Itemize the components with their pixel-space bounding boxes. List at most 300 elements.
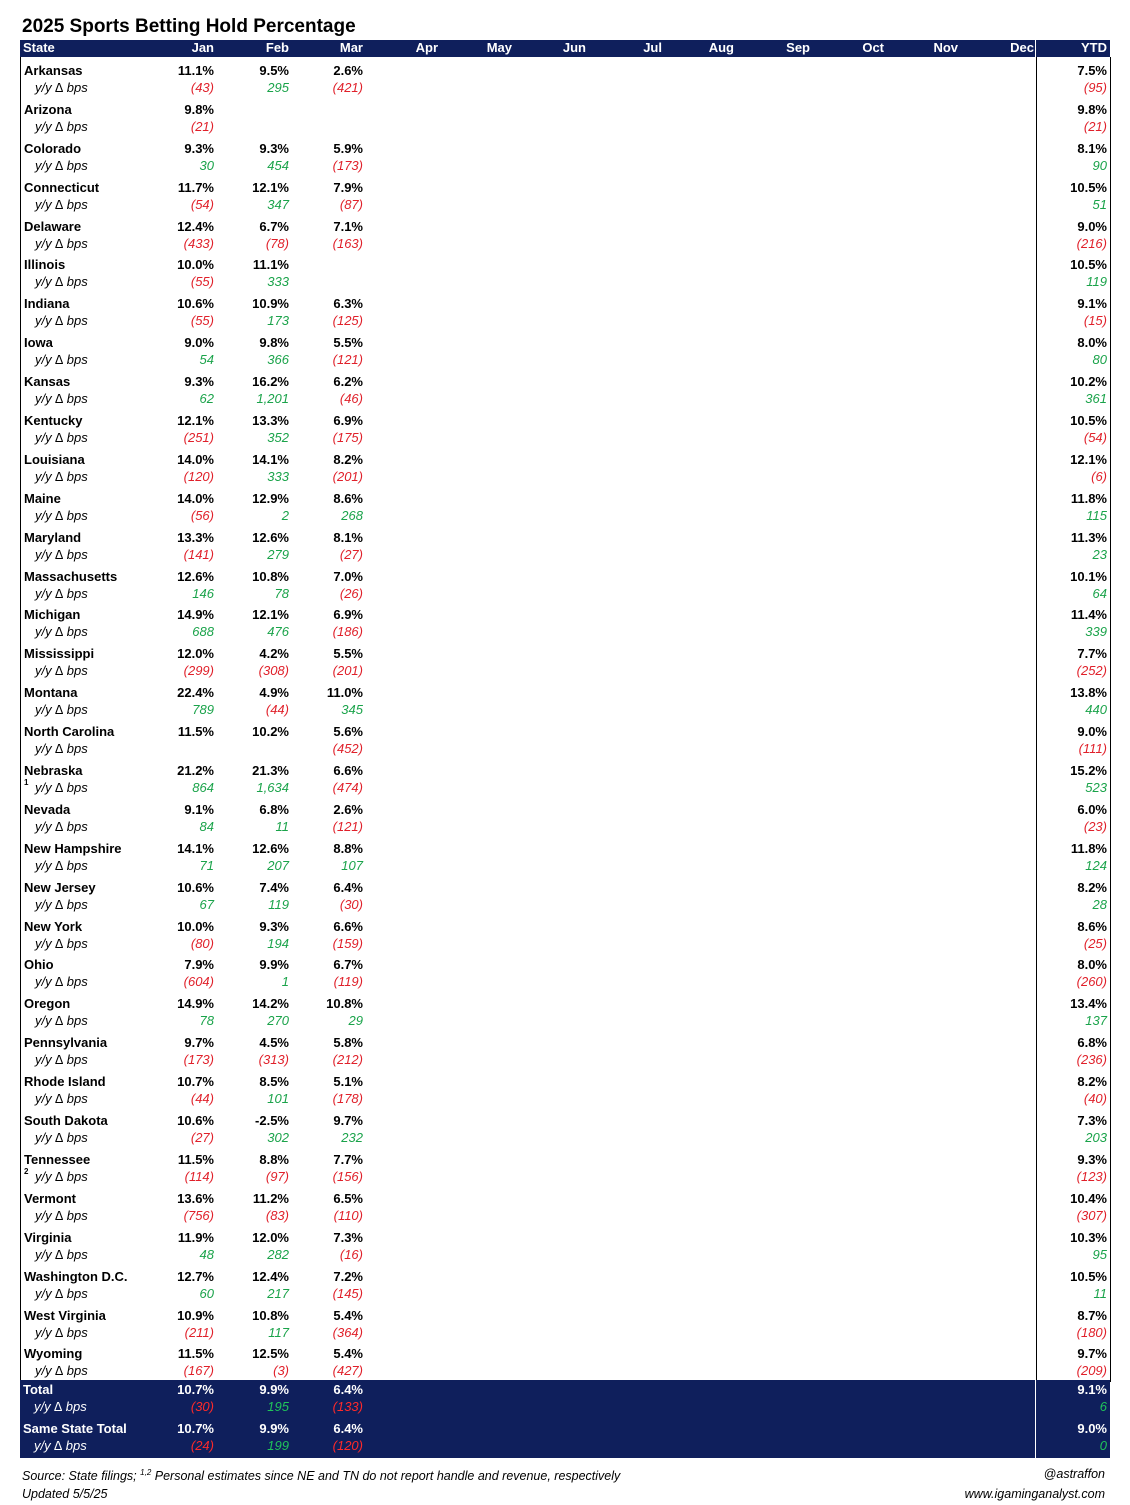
bps-value: (44) xyxy=(265,702,289,718)
state-name: Montana xyxy=(24,685,78,701)
bps-row xyxy=(21,1286,1110,1302)
col-header-mar: Mar xyxy=(339,40,363,55)
ytd-value: 9.1% xyxy=(1077,296,1107,312)
bps-row xyxy=(21,1130,1110,1146)
bps-value: (97) xyxy=(265,1168,289,1184)
bps-value: (756) xyxy=(183,1207,214,1223)
month-value: 21.2% xyxy=(177,763,214,779)
bps-value: (87) xyxy=(339,196,363,212)
ytd-value: 8.6% xyxy=(1077,918,1107,934)
month-value: 9.8% xyxy=(184,101,214,117)
ytd-value: 6.0% xyxy=(1077,801,1107,817)
bps-value: (212) xyxy=(332,1052,363,1068)
bps-label: y/y ∆ bps xyxy=(34,1398,87,1414)
month-value: 9.7% xyxy=(184,1035,214,1051)
ytd-bps-value: (95) xyxy=(1083,80,1107,95)
state-row xyxy=(21,718,1110,757)
bps-label: y/y ∆ bps xyxy=(35,1246,88,1262)
month-value: 7.9% xyxy=(333,179,363,195)
ytd-bps-value: (111) xyxy=(1078,741,1107,757)
month-value: 8.2% xyxy=(333,451,363,467)
bps-value: 54 xyxy=(199,352,214,368)
state-row xyxy=(21,796,1110,835)
bps-value: (364) xyxy=(332,1324,363,1340)
month-value: 12.1% xyxy=(252,607,289,623)
bps-row xyxy=(21,819,1110,835)
ytd-divider xyxy=(1035,40,1036,57)
bps-value: (80) xyxy=(190,935,214,951)
bps-label: y/y ∆ bps xyxy=(35,196,88,212)
state-name: Virginia xyxy=(24,1229,72,1245)
bps-label: y/y ∆ bps xyxy=(35,818,88,834)
ytd-value: 12.1% xyxy=(1070,451,1107,467)
month-value: 21.3% xyxy=(252,763,289,779)
month-value: 11.5% xyxy=(177,1151,214,1167)
month-value: 8.8% xyxy=(333,840,363,856)
ytd-value: 9.0% xyxy=(1077,1420,1107,1436)
bps-value: 268 xyxy=(341,507,363,523)
bps-value: (201) xyxy=(332,663,363,679)
state-row xyxy=(21,1302,1110,1341)
bps-value: (83) xyxy=(265,1207,289,1223)
col-header-nov: Nov xyxy=(933,40,958,55)
bps-value: (24) xyxy=(190,1437,214,1453)
value-row xyxy=(21,841,1110,857)
state-name: South Dakota xyxy=(24,1113,108,1129)
bps-value: 1 xyxy=(281,974,289,990)
ytd-bps-value: (123) xyxy=(1076,1168,1107,1184)
bps-value: (56) xyxy=(190,507,214,523)
bps-value: 864 xyxy=(192,780,214,796)
bps-value: (173) xyxy=(332,157,363,173)
ytd-value: 8.2% xyxy=(1077,1074,1107,1090)
bps-value: 48 xyxy=(199,1246,214,1262)
value-row xyxy=(21,452,1110,468)
bps-value: (427) xyxy=(332,1363,363,1379)
month-value: 7.9% xyxy=(184,957,214,973)
month-value: 11.9% xyxy=(177,1229,214,1245)
bps-value: 1,201 xyxy=(256,391,289,407)
ytd-value: 10.1% xyxy=(1070,568,1107,584)
ytd-bps-value: 95 xyxy=(1092,1246,1107,1262)
ytd-value: 9.8% xyxy=(1077,101,1107,117)
value-row xyxy=(21,296,1110,312)
ytd-value: 7.5% xyxy=(1077,63,1107,78)
state-row xyxy=(21,1224,1110,1263)
state-row xyxy=(21,1146,1110,1185)
bps-value: 302 xyxy=(267,1130,289,1146)
ytd-bps-value: 0 xyxy=(1099,1437,1107,1453)
ytd-bps-value: 64 xyxy=(1092,585,1107,601)
bps-row xyxy=(21,1091,1110,1107)
state-row xyxy=(21,601,1110,640)
bps-value: (27) xyxy=(339,546,363,562)
state-name: Illinois xyxy=(24,257,66,273)
month-value: 4.2% xyxy=(259,646,289,662)
value-row xyxy=(21,219,1110,235)
ytd-bps-value: 80 xyxy=(1092,352,1107,368)
bps-value: (604) xyxy=(183,974,214,990)
ytd-bps-value: 28 xyxy=(1092,896,1107,912)
ytd-value: 13.4% xyxy=(1070,996,1107,1012)
bps-label: y/y ∆ bps xyxy=(35,585,88,601)
bps-value: 1,634 xyxy=(256,780,289,796)
month-value: 11.1% xyxy=(252,257,289,273)
month-value: 4.9% xyxy=(259,685,289,701)
month-value: 10.0% xyxy=(177,918,214,934)
month-value: 12.6% xyxy=(177,568,214,584)
bps-label: y/y ∆ bps xyxy=(35,235,88,251)
value-row xyxy=(21,646,1110,662)
bps-label: y/y ∆ bps xyxy=(35,80,88,95)
bps-value: 62 xyxy=(199,391,214,407)
bps-value: 78 xyxy=(274,585,289,601)
bps-label: y/y ∆ bps xyxy=(35,896,88,912)
bps-row xyxy=(21,119,1110,135)
month-value: 10.0% xyxy=(177,257,214,273)
bps-row xyxy=(21,1013,1110,1029)
value-row xyxy=(21,724,1110,740)
value-row xyxy=(21,569,1110,585)
bps-label: y/y ∆ bps xyxy=(35,430,88,446)
month-value: 11.2% xyxy=(252,1190,289,1206)
value-row xyxy=(21,802,1110,818)
state-name: Kentucky xyxy=(24,413,83,429)
col-header-sep: Sep xyxy=(786,40,810,55)
bps-value: 789 xyxy=(192,702,214,718)
ytd-bps-value: 6 xyxy=(1099,1398,1107,1414)
value-row xyxy=(21,685,1110,701)
value-row xyxy=(20,1421,1110,1437)
state-name: Connecticut xyxy=(24,179,100,195)
bps-label: y/y ∆ bps xyxy=(35,546,88,562)
ytd-value: 11.4% xyxy=(1070,607,1107,623)
ytd-bps-value: 23 xyxy=(1092,546,1107,562)
month-value: 2.6% xyxy=(333,801,363,817)
state-name: Maryland xyxy=(24,529,82,545)
month-value: 5.5% xyxy=(333,335,363,351)
source-text: Personal estimates since NE and TN do not report handle and revenue, respectively xyxy=(154,1469,621,1484)
month-value: 16.2% xyxy=(252,374,289,390)
month-value: 4.5% xyxy=(259,1035,289,1051)
month-value: 6.4% xyxy=(333,1381,363,1397)
bps-label: y/y ∆ bps xyxy=(35,468,88,484)
bps-row xyxy=(21,469,1110,485)
month-value: 9.3% xyxy=(184,374,214,390)
month-value: 6.6% xyxy=(333,763,363,779)
month-value: 13.3% xyxy=(177,529,214,545)
month-value: 14.0% xyxy=(177,451,214,467)
month-value: 8.5% xyxy=(259,1074,289,1090)
value-row xyxy=(21,1191,1110,1207)
month-value: 11.7% xyxy=(177,179,214,195)
bps-value: 295 xyxy=(267,80,289,95)
bps-value: (211) xyxy=(184,1324,214,1340)
col-header-oct: Oct xyxy=(862,40,884,55)
state-name: Kansas xyxy=(24,374,71,390)
bps-value: 333 xyxy=(267,274,289,290)
bps-value: (145) xyxy=(332,1285,363,1301)
month-value: 7.3% xyxy=(333,1229,363,1245)
ytd-bps-value: (180) xyxy=(1076,1324,1107,1340)
month-value: 9.8% xyxy=(259,335,289,351)
state-row xyxy=(21,135,1110,174)
month-value: 10.6% xyxy=(177,879,214,895)
bps-label: y/y ∆ bps xyxy=(35,1130,88,1146)
state-name: Arizona xyxy=(24,101,72,117)
ytd-bps-value: 440 xyxy=(1085,702,1107,718)
state-name: Rhode Island xyxy=(24,1074,106,1090)
bps-row xyxy=(21,313,1110,329)
month-value: 5.4% xyxy=(333,1307,363,1323)
ytd-value: 9.1% xyxy=(1077,1381,1107,1397)
value-row xyxy=(21,374,1110,390)
col-header-jun: Jun xyxy=(562,40,586,55)
col-header-ytd: YTD xyxy=(1081,40,1107,55)
bps-row xyxy=(21,391,1110,407)
state-row xyxy=(21,446,1110,485)
value-row xyxy=(21,1035,1110,1051)
ytd-value: 10.5% xyxy=(1070,413,1107,429)
month-value: 8.8% xyxy=(259,1151,289,1167)
bps-value: (163) xyxy=(332,235,363,251)
bps-value: 279 xyxy=(267,546,289,562)
ytd-value: 10.3% xyxy=(1070,1229,1107,1245)
table-header xyxy=(20,40,1110,57)
value-row xyxy=(21,257,1110,273)
state-row xyxy=(21,174,1110,213)
state-row xyxy=(21,1185,1110,1224)
bps-value: 107 xyxy=(341,857,363,873)
ytd-bps-value: (25) xyxy=(1083,935,1107,951)
month-value: 14.9% xyxy=(177,607,214,623)
col-header-aug: Aug xyxy=(708,40,734,55)
month-value: 9.3% xyxy=(259,140,289,156)
bps-value: (299) xyxy=(183,663,214,679)
bps-label: y/y ∆ bps xyxy=(35,1168,88,1184)
bps-value: (46) xyxy=(339,391,363,407)
month-value: 11.5% xyxy=(177,724,214,740)
ytd-value: 11.8% xyxy=(1070,840,1107,856)
state-row xyxy=(21,951,1110,990)
bps-row xyxy=(21,236,1110,252)
month-value: 9.0% xyxy=(184,335,214,351)
bps-value: (114) xyxy=(184,1168,214,1184)
bps-value: (43) xyxy=(190,80,214,95)
state-row xyxy=(21,835,1110,874)
month-value: 10.8% xyxy=(326,996,363,1012)
value-row xyxy=(21,1230,1110,1246)
bps-row xyxy=(21,1208,1110,1224)
bps-label: y/y ∆ bps xyxy=(35,1013,88,1029)
hold-table xyxy=(20,40,1110,1458)
bps-label: y/y ∆ bps xyxy=(35,1324,88,1340)
bps-label: y/y ∆ bps xyxy=(35,1052,88,1068)
bps-label: y/y ∆ bps xyxy=(35,1207,88,1223)
author-handle: @astraffon xyxy=(1043,1467,1105,1481)
month-value: 7.2% xyxy=(333,1268,363,1284)
bps-label: y/y ∆ bps xyxy=(35,352,88,368)
bps-row xyxy=(21,547,1110,563)
state-name: Massachusetts xyxy=(24,568,118,584)
right-border xyxy=(1110,57,1111,1382)
bps-row xyxy=(21,508,1110,524)
month-value: 6.2% xyxy=(333,374,363,390)
month-value: 13.3% xyxy=(252,413,289,429)
bps-value: (3) xyxy=(273,1363,289,1379)
state-row xyxy=(21,290,1110,329)
state-row xyxy=(21,1068,1110,1107)
month-value: 7.4% xyxy=(259,879,289,895)
bps-label: y/y ∆ bps xyxy=(35,391,88,407)
bps-row xyxy=(21,274,1110,290)
month-value: 14.1% xyxy=(177,840,214,856)
month-value: 10.8% xyxy=(252,568,289,584)
ytd-bps-value: 203 xyxy=(1085,1130,1107,1146)
ytd-bps-value: 137 xyxy=(1085,1013,1107,1029)
ytd-value: 11.3% xyxy=(1070,529,1107,545)
bps-label: y/y ∆ bps xyxy=(35,780,88,796)
ytd-bps-value: (209) xyxy=(1076,1363,1107,1379)
website-link[interactable]: www.igaminganalyst.com xyxy=(964,1487,1105,1501)
bps-row xyxy=(21,1363,1110,1379)
value-row xyxy=(20,1382,1110,1398)
ytd-bps-value: 523 xyxy=(1085,780,1107,796)
bps-value: 207 xyxy=(267,857,289,873)
ytd-value: 10.5% xyxy=(1070,1268,1107,1284)
month-value: 10.6% xyxy=(177,1113,214,1129)
ytd-value: 13.8% xyxy=(1070,685,1107,701)
col-header-dec: Dec xyxy=(1010,40,1034,55)
state-row xyxy=(21,679,1110,718)
bps-value: 101 xyxy=(267,1091,289,1107)
month-value: 12.5% xyxy=(252,1346,289,1362)
month-value: 10.7% xyxy=(177,1420,214,1436)
ytd-bps-value: (23) xyxy=(1083,818,1107,834)
value-row xyxy=(21,1113,1110,1129)
ytd-bps-value: (40) xyxy=(1083,1091,1107,1107)
ytd-value: 8.0% xyxy=(1077,335,1107,351)
bps-value: 71 xyxy=(199,857,214,873)
bps-value: (173) xyxy=(183,1052,214,1068)
bps-row xyxy=(21,974,1110,990)
ytd-bps-value: 119 xyxy=(1086,274,1107,290)
ytd-value: 15.2% xyxy=(1070,763,1107,779)
bps-value: (156) xyxy=(332,1168,363,1184)
col-header-jul: Jul xyxy=(643,40,662,55)
month-value: 5.8% xyxy=(333,1035,363,1051)
bps-value: (141) xyxy=(183,546,214,562)
ytd-value: 10.5% xyxy=(1070,179,1107,195)
bps-row xyxy=(21,80,1110,96)
ytd-bps-value: (260) xyxy=(1076,974,1107,990)
ytd-bps-value: 124 xyxy=(1085,857,1107,873)
ytd-value: 11.8% xyxy=(1070,490,1107,506)
bps-value: (120) xyxy=(183,468,214,484)
bps-label: y/y ∆ bps xyxy=(35,157,88,173)
bps-value: (27) xyxy=(190,1130,214,1146)
bps-value: 366 xyxy=(267,352,289,368)
bps-value: (167) xyxy=(183,1363,214,1379)
bps-value: (55) xyxy=(190,313,214,329)
month-value: 7.1% xyxy=(333,218,363,234)
state-row xyxy=(21,485,1110,524)
bps-value: (121) xyxy=(332,818,363,834)
month-value: 12.6% xyxy=(252,840,289,856)
footnote-marker: 1 xyxy=(24,778,29,788)
bps-value: (55) xyxy=(190,274,214,290)
bps-value: 195 xyxy=(267,1398,289,1414)
month-value: 6.9% xyxy=(333,413,363,429)
value-row xyxy=(21,1269,1110,1285)
state-row xyxy=(21,640,1110,679)
month-value: 7.7% xyxy=(333,1151,363,1167)
month-value: 12.7% xyxy=(177,1268,214,1284)
bps-label: y/y ∆ bps xyxy=(35,702,88,718)
ytd-bps-value: 90 xyxy=(1092,157,1107,173)
source-sup: 1,2 xyxy=(140,1468,152,1477)
state-name: New York xyxy=(24,918,83,934)
bps-row xyxy=(21,897,1110,913)
month-value: 6.5% xyxy=(333,1190,363,1206)
bps-label: y/y ∆ bps xyxy=(35,313,88,329)
bps-label: y/y ∆ bps xyxy=(35,1285,88,1301)
month-value: 14.0% xyxy=(177,490,214,506)
bps-row xyxy=(21,702,1110,718)
month-value: 10.6% xyxy=(177,296,214,312)
bps-value: 173 xyxy=(267,313,289,329)
state-name: North Carolina xyxy=(24,724,115,740)
bps-row xyxy=(21,197,1110,213)
value-row xyxy=(21,491,1110,507)
bps-label: y/y ∆ bps xyxy=(35,274,88,290)
bps-value: (433) xyxy=(183,235,214,251)
state-row xyxy=(21,913,1110,952)
bps-value: 11 xyxy=(275,818,289,834)
ytd-bps-value: (54) xyxy=(1083,430,1107,446)
col-header-jan: Jan xyxy=(191,40,214,55)
ytd-value: 10.4% xyxy=(1070,1190,1107,1206)
month-value: 12.0% xyxy=(252,1229,289,1245)
month-value: 5.5% xyxy=(333,646,363,662)
bps-row xyxy=(21,1166,1110,1185)
bps-value: (175) xyxy=(332,430,363,446)
bps-value: (30) xyxy=(190,1398,214,1414)
total-name: Total xyxy=(23,1381,54,1397)
ytd-value: 8.1% xyxy=(1077,140,1107,156)
value-row xyxy=(21,1074,1110,1090)
month-value: 9.5% xyxy=(259,63,289,78)
month-value: 12.4% xyxy=(252,1268,289,1284)
month-value: 6.8% xyxy=(259,801,289,817)
month-value: 5.9% xyxy=(333,140,363,156)
month-value: 22.4% xyxy=(177,685,214,701)
bps-row xyxy=(21,586,1110,602)
ytd-bps-value: (252) xyxy=(1076,663,1107,679)
month-value: 6.3% xyxy=(333,296,363,312)
state-name: Delaware xyxy=(24,218,82,234)
state-name: Iowa xyxy=(24,335,53,351)
month-value: 12.4% xyxy=(177,218,214,234)
state-row xyxy=(21,757,1110,796)
state-name: Wyoming xyxy=(24,1346,83,1362)
ytd-value: 8.7% xyxy=(1077,1307,1107,1323)
bps-value: 476 xyxy=(267,624,289,640)
source-prefix: Source: State filings; xyxy=(22,1469,137,1484)
ytd-value: 6.8% xyxy=(1077,1035,1107,1051)
month-value: 6.9% xyxy=(333,607,363,623)
bps-value: 30 xyxy=(199,157,214,173)
